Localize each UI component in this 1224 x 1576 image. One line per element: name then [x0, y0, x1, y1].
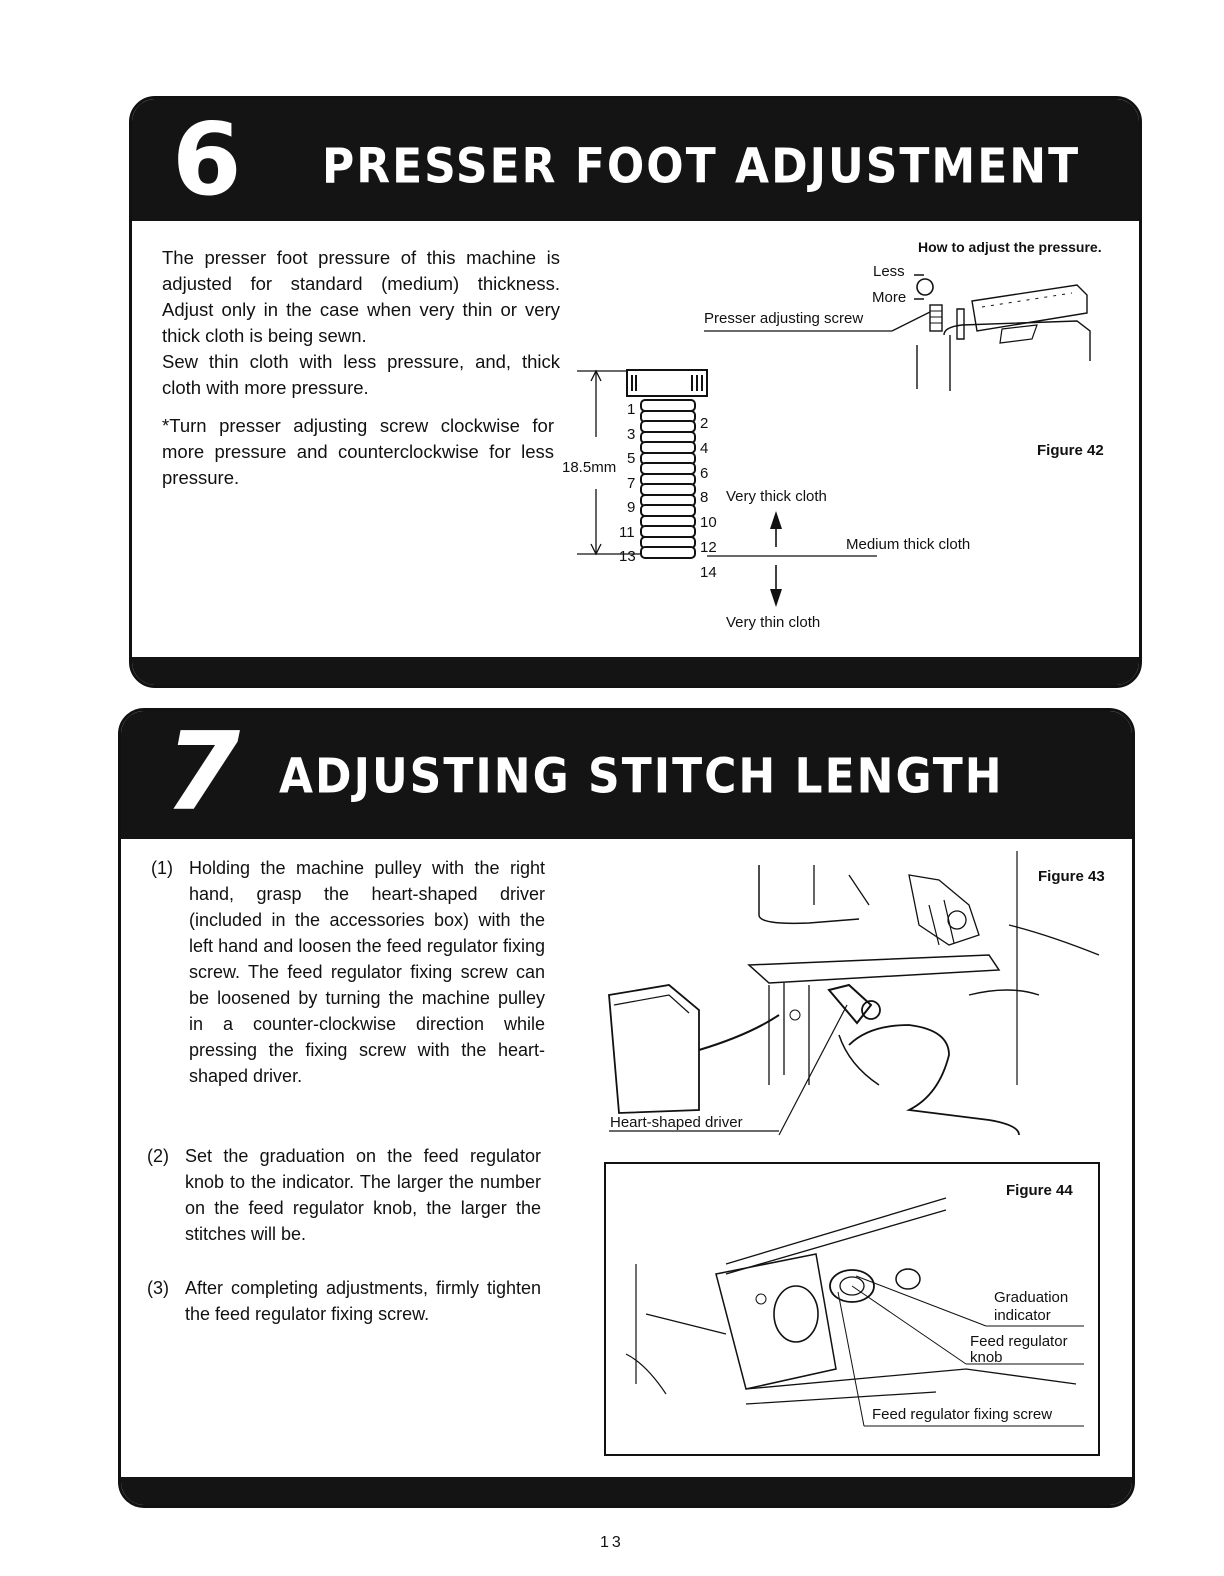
step-2-text: Set the graduation on the feed regulator knob to the indicator. The larger the number on the feed regulator knob, the larger the stitches will be. [185, 1146, 541, 1244]
figure-42-label: Figure 42 [1037, 442, 1104, 459]
right-scale-mark: 10 [700, 514, 717, 532]
step-3-text: After completing adjustments, firmly tighten the feed regulator fixing screw. [185, 1278, 541, 1324]
very-thick-cloth-label: Very thick cloth [726, 488, 827, 505]
section-header [121, 711, 1132, 839]
right-scale-mark: 6 [700, 464, 709, 482]
feed-regulator-fixing-screw-label: Feed regulator fixing screw [872, 1406, 1053, 1423]
section-footer-bar [132, 657, 1139, 685]
right-scale-mark: 4 [700, 439, 709, 457]
left-scale-mark: 3 [627, 425, 636, 443]
presser-spring-diagram [132, 99, 1139, 659]
less-label: Less [873, 263, 905, 280]
spring-coil [640, 546, 696, 559]
step-1 [151, 855, 545, 1115]
adjust-note: *Turn presser adjusting screw clockwise for more pressure and counterclockwise for less pressure. [162, 415, 554, 488]
left-scale-mark: 13 [619, 548, 636, 565]
step-3 [147, 1275, 541, 1335]
intro-paragraph: The presser foot pressure of this machine is adjusted for standard (medium) thickness. Adjust only in the case when very thin or very thick cloth is being sewn. [162, 247, 560, 346]
figure-43-label: Figure 43 [1038, 868, 1105, 885]
step-3-label: (3) [147, 1278, 169, 1298]
left-scale-mark: 11 [619, 523, 635, 541]
figure-44-frame [604, 1162, 1100, 1456]
step-2-label: (2) [147, 1146, 169, 1166]
section-title: PRESSER FOOT ADJUSTMENT [322, 138, 1081, 195]
right-scale-mark: 8 [700, 489, 709, 507]
presser-screw-label: Presser adjusting screw [704, 310, 864, 327]
figure-43-illustration [609, 845, 1109, 1145]
step-1-text: Holding the machine pulley with the right hand, grasp the heart-shaped driver (included in the accessories box) with the left hand and loosen the feed regulator fixing screw. The feed regulator fixing screw can be loosened by turning the machine pulley in a counter-clockwise direction while pressing the fixing screw with the heart-shaped driver. [189, 858, 545, 1086]
page-number: 13 [600, 1534, 624, 1551]
left-scale-mark: 5 [627, 450, 636, 467]
step-2 [147, 1143, 541, 1244]
height-dimension-label: 18.5mm [562, 459, 617, 476]
graduation-indicator-label: Graduation indicator [994, 1289, 1069, 1324]
section-title: ADJUSTING STITCH LENGTH [279, 748, 1004, 805]
left-scale-mark: 7 [627, 474, 636, 492]
feed-regulator-knob-label: Feed regulator knob [970, 1333, 1068, 1366]
medium-thick-cloth-label: Medium thick cloth [846, 536, 971, 553]
intro-paragraph-2: Sew thin cloth with less pressure, and, thick cloth with more pressure. [162, 351, 560, 398]
figure-44-label: Figure 44 [1006, 1182, 1073, 1199]
right-scale-mark: 2 [700, 415, 709, 432]
left-scale-mark: 9 [627, 499, 636, 516]
section-adjusting-stitch-length [118, 708, 1135, 1508]
section-number: 6 [172, 101, 242, 218]
very-thin-cloth-label: Very thin cloth [726, 614, 821, 631]
heart-shaped-driver-label: Heart-shaped driver [610, 1114, 743, 1131]
how-to-adjust-label: How to adjust the pressure. [918, 239, 1102, 255]
step-1-label: (1) [151, 858, 173, 878]
section-footer-bar [121, 1477, 1132, 1505]
more-label: More [872, 289, 907, 306]
section-number: 7 [165, 710, 241, 835]
right-scale-mark: 12 [700, 539, 717, 556]
section-presser-foot-adjustment [129, 96, 1142, 688]
left-scale-mark: 1 [627, 401, 636, 418]
right-scale-mark: 14 [700, 563, 717, 581]
